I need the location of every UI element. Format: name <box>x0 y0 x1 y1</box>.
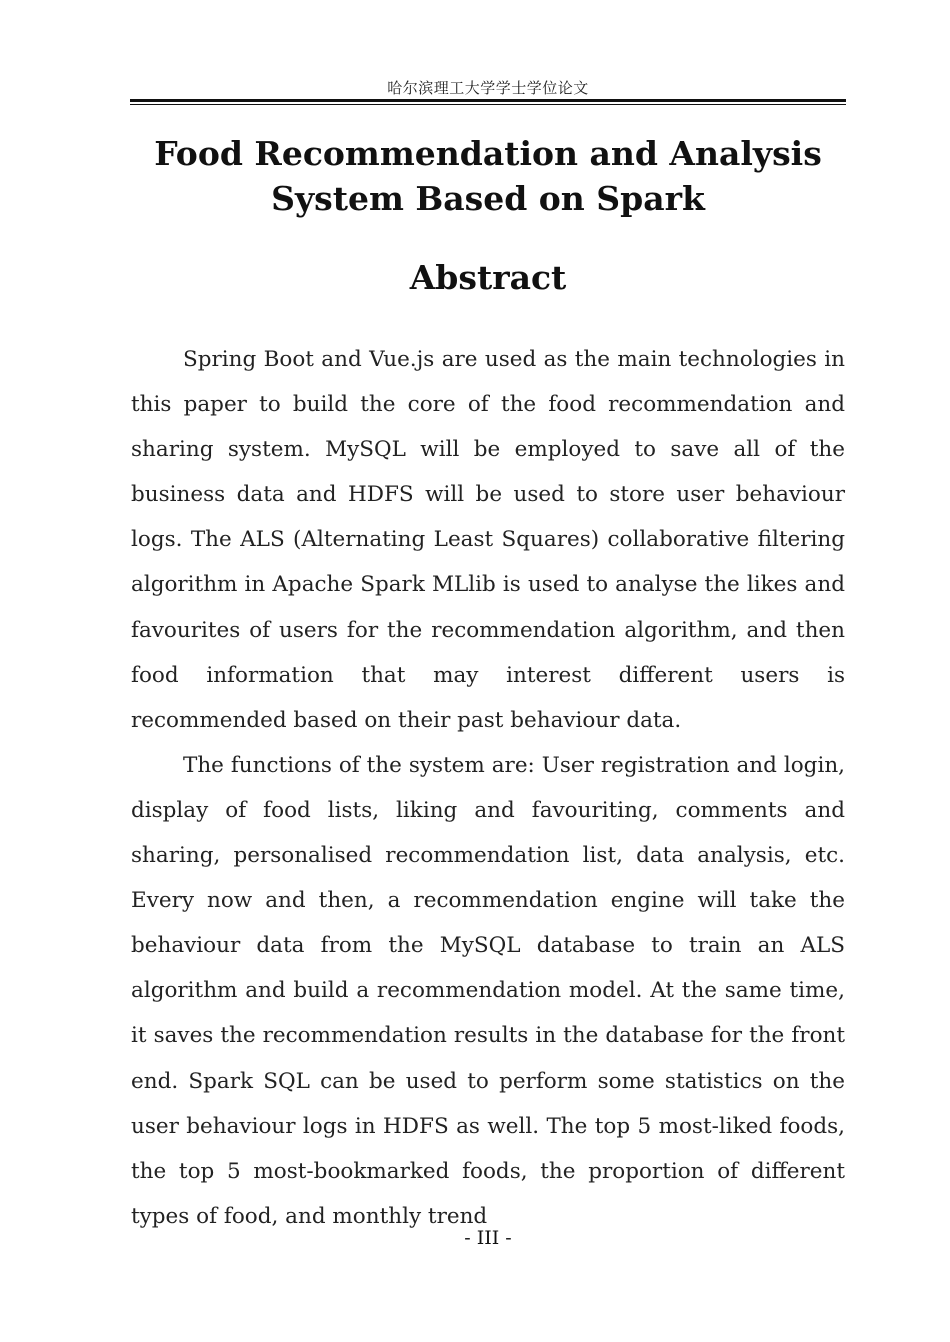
thesis-title-line-2: System Based on Spark <box>271 179 705 218</box>
abstract-heading: Abstract <box>409 258 567 297</box>
abstract-paragraph-2: The functions of the system are: User registration and login, display of food lists, liking and favouriting, comments and sharing, personalised recommendation list, data analysis, etc. Every now and then, a recommendation engine will take the behaviour data from the MySQL database to train an ALS algorithm and build a recommendation model. At the same time, it saves the recommendation results in the database for the front end. Spark SQL can be used to perform some statistics on the user behaviour logs in HDFS as well. The top 5 most-liked foods, the top 5 most-bookmarked foods, the proportion of different types of food, and monthly trend <box>131 752 845 1229</box>
header-rule-thin <box>130 104 846 105</box>
thesis-title-line-1: Food Recommendation and Analysis <box>154 134 822 173</box>
abstract-paragraph-1: Spring Boot and Vue.js are used as the main technologies in this paper to build the core of the food recommendation and sharing system. MySQL will be employed to save all of the business data and HDFS will be used to store user behaviour logs. The ALS (Alternating Least Squares) collaborative filtering algorithm in Apache Spark MLlib is used to analyse the likes and favourites of users for the recommendation algorithm, and then food information that may interest different users is recommended based on their past behaviour data. <box>131 347 845 733</box>
thesis-title <box>130 131 846 221</box>
running-header: 哈尔滨理工大学学士学位论文 <box>387 79 589 97</box>
header-rule-thick <box>130 99 846 102</box>
abstract-body <box>131 337 845 1239</box>
page-number: - III - <box>464 1227 512 1249</box>
